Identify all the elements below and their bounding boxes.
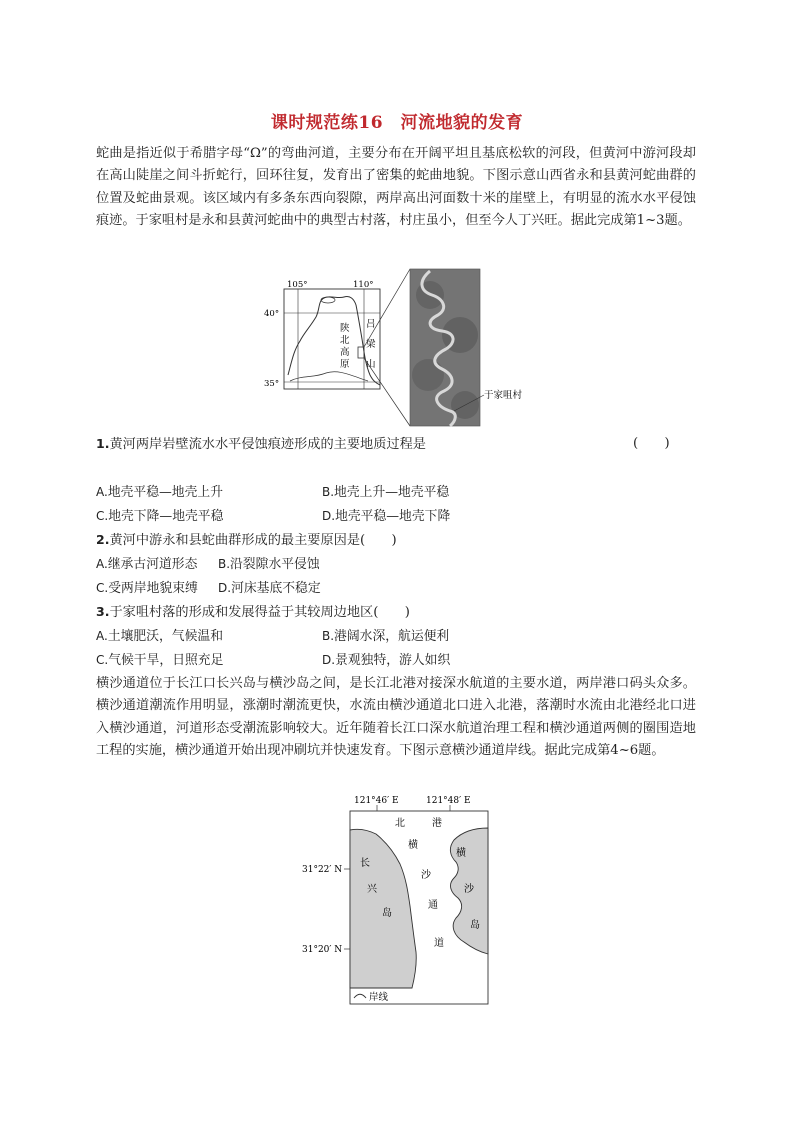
option-3d[interactable]: D.景观独特，游人如织 bbox=[322, 653, 451, 668]
option-3b[interactable]: B.港阔水深，航运便利 bbox=[322, 629, 450, 644]
region-label-3: 高 bbox=[340, 347, 350, 358]
channel-label-1: 横 bbox=[408, 840, 418, 851]
west-island-label-3: 岛 bbox=[382, 908, 392, 919]
option-2d[interactable]: D.河床基底不稳定 bbox=[218, 581, 321, 596]
option-3c[interactable]: C.气候干旱，日照充足 bbox=[96, 653, 224, 668]
mountain-label-1: 吕 bbox=[366, 319, 376, 330]
village-label: 于家咀村 bbox=[484, 390, 523, 401]
legend-label: 岸线 bbox=[369, 992, 389, 1003]
passage-1: 蛇曲是指近似于希腊字母“Ω”的弯曲河道，主要分布在开阔平坦且基底松软的河段，但黄河中游河段却在高山陡崖之间斗折蛇行，回环往复，发育出了密集的蛇曲地貌。下图示意山西省永和县黄河蛇曲群的位置及蛇曲景观。该区域内有多条东西向裂隙，两岸高出河面数十米的崖壁上，有明显的流水水平侵蚀痕迹。于家咀村是永和县黄河蛇曲中的典型古村落，村庄虽小，但至今人丁兴旺。据此完成第1~3题。 bbox=[96, 146, 696, 229]
lat-label-35: 35° bbox=[264, 379, 280, 389]
question-stem: 于家咀村落的形成和发展得益于其较周边地区( ) bbox=[109, 605, 410, 620]
west-island-label-1: 长 bbox=[360, 858, 370, 869]
lat-label-2: 31°20′ N bbox=[302, 945, 343, 955]
channel-label-3: 通 bbox=[428, 900, 438, 911]
option-2c[interactable]: C.受两岸地貌束缚 bbox=[96, 581, 198, 596]
question-number: 1. bbox=[96, 436, 110, 451]
lon-label-110: 110° bbox=[353, 280, 374, 290]
option-1d[interactable]: D.地壳平稳—地壳下降 bbox=[322, 509, 451, 524]
page-title: 课时规范练16 河流地貌的发育 bbox=[270, 113, 524, 133]
east-island-label-2: 沙 bbox=[464, 884, 474, 895]
figure-yellow-river-meanders bbox=[264, 265, 540, 430]
legend-coast-symbol bbox=[354, 994, 366, 998]
region-label-2: 北 bbox=[340, 335, 350, 346]
question-2 bbox=[96, 529, 696, 552]
lat-label-40: 40° bbox=[264, 309, 280, 319]
west-island-label-2: 兴 bbox=[367, 884, 377, 895]
option-3a[interactable]: A.土壤肥沃，气候温和 bbox=[96, 629, 223, 644]
region-label-1: 陕 bbox=[340, 323, 350, 334]
channel-label-4: 道 bbox=[434, 938, 444, 949]
option-2b[interactable]: B.沿裂隙水平侵蚀 bbox=[218, 557, 320, 572]
lon-label-2: 121°48′ E bbox=[426, 796, 471, 806]
question-number: 3. bbox=[96, 604, 110, 619]
channel-label-2: 沙 bbox=[421, 870, 431, 881]
figure-hengsha-channel bbox=[298, 792, 498, 1007]
option-1c[interactable]: C.地壳下降—地壳平稳 bbox=[96, 509, 224, 524]
question-3 bbox=[96, 601, 696, 624]
answer-paren: ( ) bbox=[633, 436, 670, 451]
plateau-boundary bbox=[290, 372, 368, 381]
region-label-4: 原 bbox=[340, 359, 350, 370]
passage-2: 横沙通道位于长江口长兴岛与横沙岛之间，是长江北港对接深水航道的主要水道，两岸港口码头众多。横沙通道潮流作用明显，涨潮时潮流更快，水流由横沙通道北口进入北港，落潮时水流由北港经北口进入横沙通道，河道形态受潮流影响较大。近年随着长江口深水航道治理工程和横沙通道两侧的圈围造地工程的实施，横沙通道开始出现冲刷坑并快速发育。下图示意横沙通道岸线。据此完成第4~6题。 bbox=[96, 676, 696, 759]
mountain-label-2: 梁 bbox=[366, 339, 376, 350]
east-island-label-1: 横 bbox=[456, 848, 466, 859]
north-port-label-1: 北 bbox=[395, 818, 405, 829]
north-port-label-2: 港 bbox=[432, 818, 442, 829]
question-stem: 黄河中游永和县蛇曲群形成的最主要原因是( ) bbox=[109, 533, 397, 548]
question-1 bbox=[96, 433, 696, 456]
question-stem: 黄河两岸岩壁流水水平侵蚀痕迹形成的主要地质过程是 bbox=[109, 437, 426, 452]
option-1b[interactable]: B.地壳上升—地壳平稳 bbox=[322, 485, 450, 500]
option-1a[interactable]: A.地壳平稳—地壳上升 bbox=[96, 485, 223, 500]
question-number: 2. bbox=[96, 532, 110, 547]
lat-label-1: 31°22′ N bbox=[302, 865, 343, 875]
east-island-label-3: 岛 bbox=[470, 920, 480, 931]
mountain-label-3: 山 bbox=[366, 359, 376, 370]
option-2a[interactable]: A.继承古河道形态 bbox=[96, 557, 198, 572]
lon-label-1: 121°46′ E bbox=[354, 796, 399, 806]
lon-label-105: 105° bbox=[287, 280, 308, 290]
